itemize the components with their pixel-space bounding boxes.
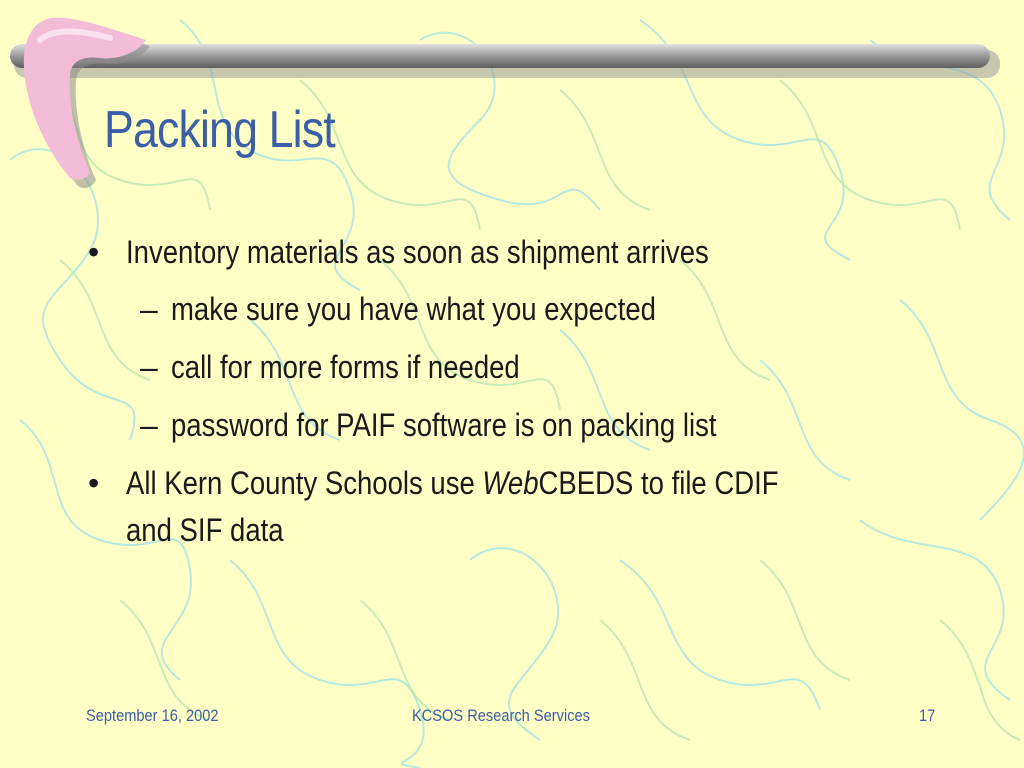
sub-bullet-marker: – (140, 349, 158, 385)
sub-bullet-item: make sure you have what you expected (171, 291, 656, 327)
slide-title: Packing List (104, 101, 335, 159)
bullet-text-suffix: CBEDS to file CDIF (538, 465, 779, 501)
page-number: 17 (919, 706, 936, 725)
footer-date: September 16, 2002 (86, 706, 219, 725)
bullet-item: Inventory materials as soon as shipment arrives (126, 234, 709, 270)
bullet-marker: • (88, 234, 100, 270)
bullet-text-prefix: All Kern County Schools use (126, 465, 483, 501)
bullet-marker: • (88, 465, 100, 501)
bullet-item-continuation: and SIF data (126, 512, 284, 548)
footer-center-text: KCSOS Research Services (412, 706, 590, 725)
bullet-text-italic: Web (482, 465, 539, 501)
sub-bullet-marker: – (140, 407, 158, 443)
bullet-item (126, 460, 779, 506)
sub-bullet-marker: – (140, 291, 158, 327)
sub-bullet-item: password for PAIF software is on packing list (171, 407, 717, 443)
sub-bullet-item: call for more forms if needed (171, 349, 520, 385)
